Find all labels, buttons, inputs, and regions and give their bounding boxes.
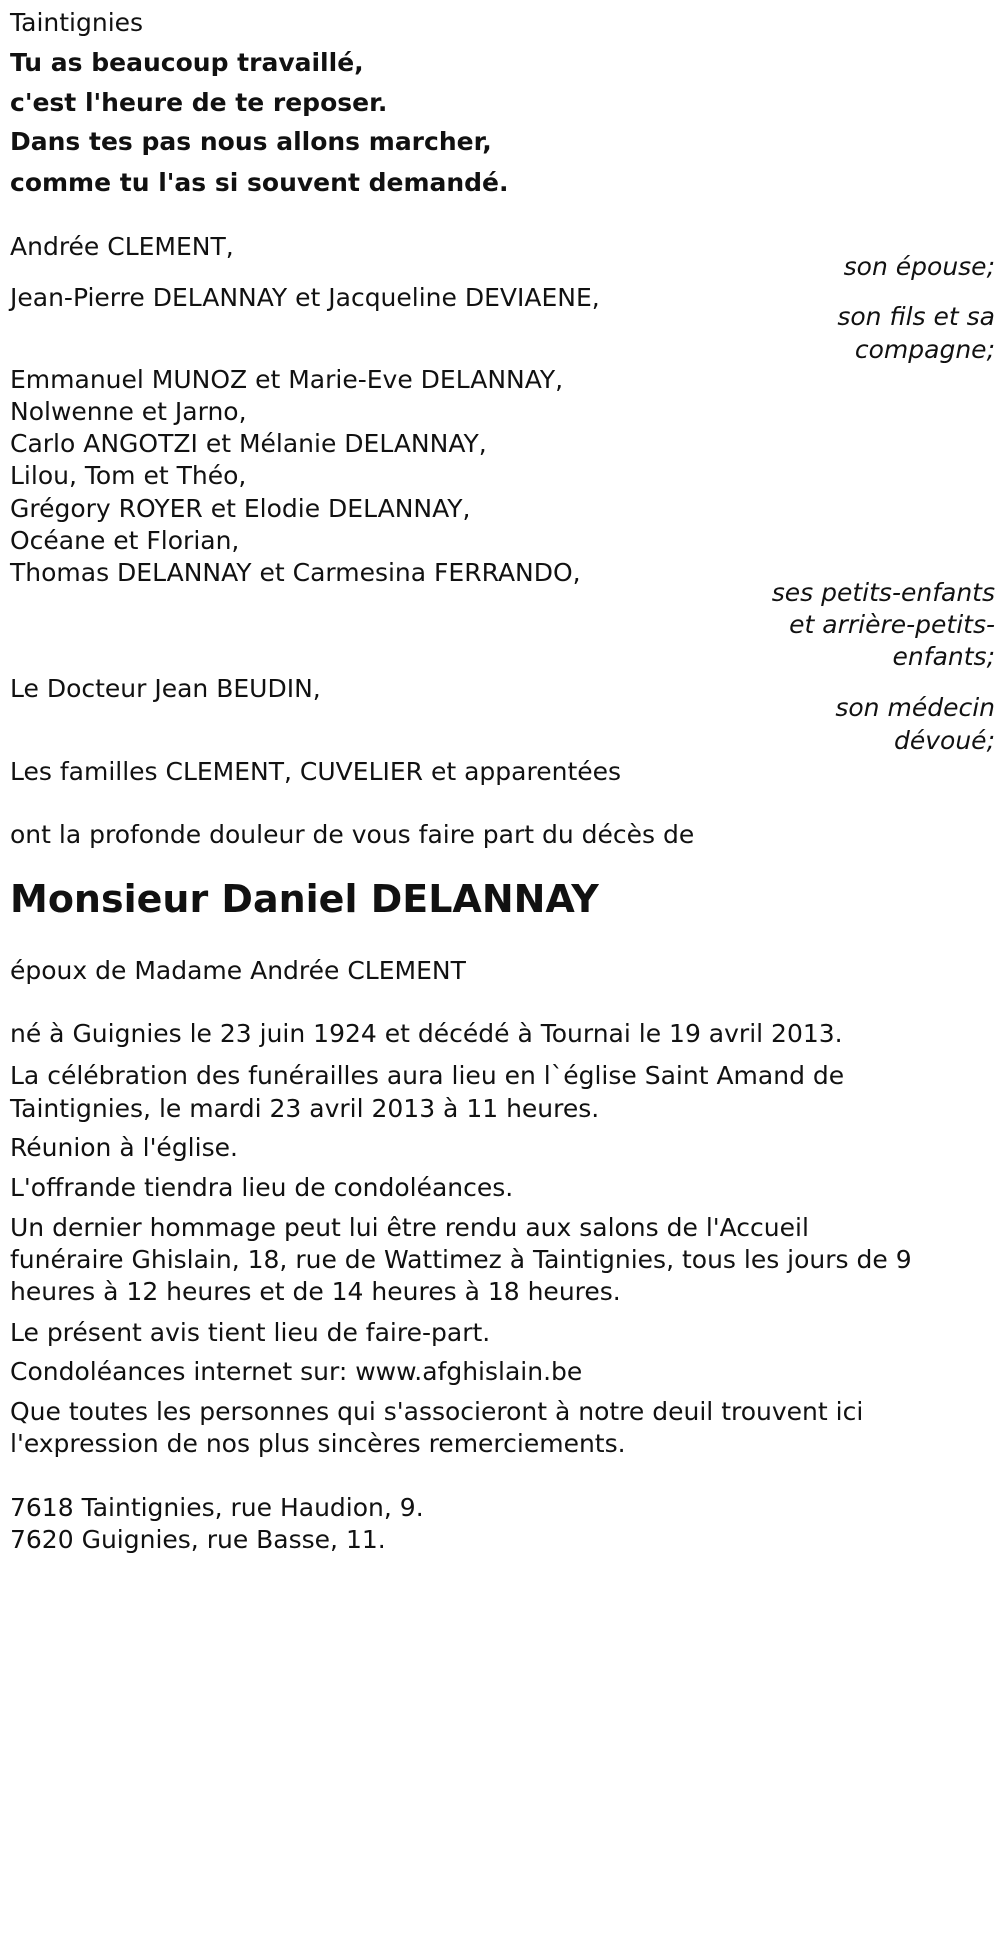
grandchild-line: Lilou, Tom et Théo, bbox=[10, 461, 247, 490]
doctor-role: dévoué; bbox=[894, 726, 995, 755]
gathering-line: Réunion à l'église. bbox=[10, 1133, 238, 1162]
doctor-role: son médecin bbox=[835, 693, 995, 722]
doctor-name: Le Docteur Jean BEUDIN, bbox=[10, 674, 321, 703]
town-header: Taintignies bbox=[10, 8, 144, 37]
grandchild-line: Grégory ROYER et Elodie DELANNAY, bbox=[10, 494, 471, 523]
funeral-line: Taintignies, le mardi 23 avril 2013 à 11 heures. bbox=[10, 1094, 600, 1123]
thanks-line: l'expression de nos plus sincères remerciements. bbox=[10, 1429, 626, 1458]
son-name: Jean-Pierre DELANNAY et Jacqueline DEVIAENE, bbox=[10, 283, 600, 312]
address-line: 7618 Taintignies, rue Haudion, 9. bbox=[10, 1493, 424, 1522]
spouse-of: époux de Madame Andrée CLEMENT bbox=[10, 956, 466, 985]
homage-line: heures à 12 heures et de 14 heures à 18 heures. bbox=[10, 1277, 621, 1306]
poem-line: Tu as beaucoup travaillé, bbox=[10, 48, 364, 77]
funeral-line: La célébration des funérailles aura lieu en l`église Saint Amand de bbox=[10, 1061, 845, 1090]
son-role: compagne; bbox=[854, 335, 995, 364]
poem-line: c'est l'heure de te reposer. bbox=[10, 88, 388, 117]
grandchild-line: Nolwenne et Jarno, bbox=[10, 397, 247, 426]
poem-line: Dans tes pas nous allons marcher, bbox=[10, 127, 492, 156]
poem-line: comme tu l'as si souvent demandé. bbox=[10, 168, 509, 197]
condolences-line: Condoléances internet sur: www.afghislain.be bbox=[10, 1357, 583, 1386]
spouse-name: Andrée CLEMENT, bbox=[10, 232, 234, 261]
deceased-name: Monsieur Daniel DELANNAY bbox=[10, 877, 599, 921]
thanks-line: Que toutes les personnes qui s'associeront à notre deuil trouvent ici bbox=[10, 1397, 864, 1426]
grandchild-line: Carlo ANGOTZI et Mélanie DELANNAY, bbox=[10, 429, 487, 458]
grandchild-line: Emmanuel MUNOZ et Marie-Eve DELANNAY, bbox=[10, 365, 564, 394]
families-line: Les familles CLEMENT, CUVELIER et apparentées bbox=[10, 757, 622, 786]
grandchild-line: Océane et Florian, bbox=[10, 526, 240, 555]
grandchild-line: Thomas DELANNAY et Carmesina FERRANDO, bbox=[10, 558, 581, 587]
grandchildren-role: enfants; bbox=[892, 642, 995, 671]
announcement: ont la profonde douleur de vous faire part du décès de bbox=[10, 820, 695, 849]
address-line: 7620 Guignies, rue Basse, 11. bbox=[10, 1525, 386, 1554]
homage-line: funéraire Ghislain, 18, rue de Wattimez à Taintignies, tous les jours de 9 bbox=[10, 1245, 912, 1274]
grandchildren-role: et arrière-petits- bbox=[789, 610, 995, 639]
offering-line: L'offrande tiendra lieu de condoléances. bbox=[10, 1173, 514, 1202]
spouse-role: son épouse; bbox=[843, 252, 995, 281]
grandchildren-role: ses petits-enfants bbox=[771, 578, 995, 607]
obituary-notice bbox=[10, 0, 995, 1946]
notice-line: Le présent avis tient lieu de faire-part. bbox=[10, 1318, 491, 1347]
birth-death-line: né à Guignies le 23 juin 1924 et décédé à Tournai le 19 avril 2013. bbox=[10, 1019, 843, 1048]
homage-line: Un dernier hommage peut lui être rendu aux salons de l'Accueil bbox=[10, 1213, 809, 1242]
son-role: son fils et sa bbox=[837, 302, 995, 331]
